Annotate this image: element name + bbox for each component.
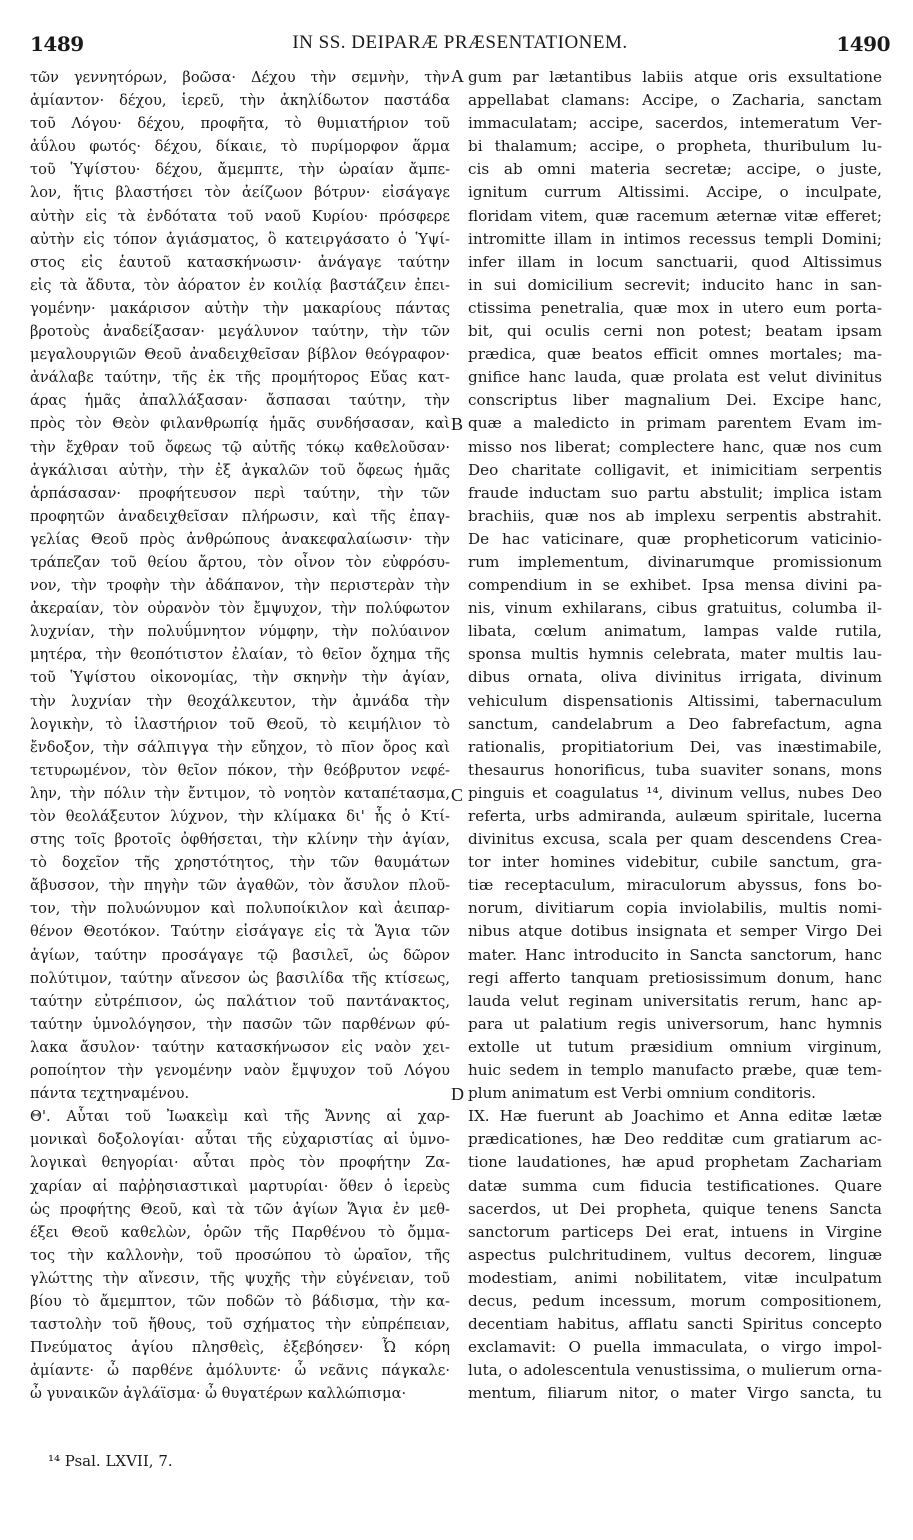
greek-text-line: γομένην· μακάρισον αὐτὴν τὴν μακαρίους πάντας bbox=[30, 299, 450, 317]
greek-text-line: μητέρα, τὴν θεοπότιστον ἐλαίαν, τὸ θεῖον ὄχημα τῆς bbox=[30, 646, 450, 664]
greek-text-line: τὸν θεολάξευτον λύχνον, τὴν κλίμακα δι' ἧς ὁ Κτί- bbox=[30, 808, 450, 825]
greek-text-line: βροτοὺς ἀναδείξασαν· μεγάλυνον ταύτην, τὴν τῶν bbox=[30, 323, 450, 341]
greek-text-line: ἀγκάλισαι αὐτὴν, τὴν ἐξ ἀγκαλῶν τοῦ ὄφεως ἡμᾶς bbox=[30, 461, 450, 479]
latin-text-line: modestiam, animi nobilitatem, vitæ inculpatum bbox=[468, 1268, 882, 1287]
greek-text-line: τοῦ Λόγου· δέχου, προφῆτα, τὸ θυμιατήριον τοῦ bbox=[30, 115, 450, 133]
latin-text-line: bi thalamum; accipe, o propheta, thuribulum lu- bbox=[468, 137, 882, 156]
latin-text-line: luta, o adolescentula venustissima, o mulierum orna- bbox=[468, 1361, 882, 1380]
latin-text-line: sanctum, candelabrum a Deo fabrefactum, agna bbox=[468, 714, 882, 733]
latin-text-line: gnifice hanc lauda, quæ prolata est velut divinitus bbox=[468, 368, 882, 387]
latin-text-line: referta, urbs admiranda, aulæum spiritale, lucerna bbox=[468, 807, 882, 825]
greek-text-line: γελίας Θεοῦ πρὸς ἀνθρώπους ἀνακεφαλαίωσιν· τὴν bbox=[30, 530, 450, 548]
greek-column bbox=[30, 66, 450, 1405]
latin-text-line: exclamavit: O puella immaculata, o virgo impol- bbox=[468, 1338, 882, 1357]
greek-text-line: ἔνδοξον, τὴν σάλπιγγα τὴν εὔηχον, τὸ πῖον ὄρος καὶ bbox=[30, 738, 450, 756]
greek-text-line: πρὸς τὸν Θεὸν φιλανθρωπίᾳ ἡμᾶς συνδήσασαν, καὶ bbox=[30, 415, 450, 433]
latin-text-line: nis, vinum exhilarans, cibus gratuitus, columba il- bbox=[468, 599, 882, 618]
page-number-right: 1490 bbox=[836, 32, 890, 56]
latin-text-line: extolle ut tutum præsidium omnium virginum, bbox=[468, 1037, 882, 1056]
running-title: IN SS. DEIPARÆ PRÆSENTATIONEM. bbox=[292, 32, 628, 53]
latin-text-line: prædica, quæ beatos efficit omnes mortales; ma- bbox=[468, 345, 882, 364]
greek-text-line: τος τὴν καλλονὴν, τοῦ προσώπου τὸ ὡραῖον, τῆς bbox=[30, 1246, 450, 1264]
latin-text-line: gum par lætantibus labiis atque oris exsultatione bbox=[468, 68, 882, 86]
greek-text-line: πολύτιμον, ταύτην αἴνεσον ὡς βασιλίδα τῆς κτίσεως, bbox=[30, 969, 450, 987]
latin-text-line: IX. Hæ fuerunt ab Joachimo et Anna editæ lætæ bbox=[468, 1107, 882, 1126]
latin-column bbox=[468, 66, 882, 1405]
greek-text-line: ἀκεραίαν, τὸν οὐρανὸν τὸν ἔμψυχον, τὴν πολύφωτον bbox=[30, 600, 450, 618]
section-marker-b: B bbox=[451, 414, 464, 434]
greek-text-line: τὴν λυχνίαν τὴν θεοχάλκευτον, τὴν ἀμνάδα τὴν bbox=[30, 692, 450, 710]
latin-text-line: intromitte illam in intimos recessus templi Domini; bbox=[468, 229, 882, 248]
latin-text-line: plum animatum est Verbi omnium conditoris. bbox=[468, 1084, 816, 1103]
greek-text-line: έξει Θεοῦ καθελὼν, ὁρῶν τῆς Παρθένου τὸ ὄμμα- bbox=[30, 1223, 450, 1241]
latin-text-line: brachiis, quæ nos ab implexu serpentis abstrahit. bbox=[468, 506, 882, 525]
running-header bbox=[30, 32, 890, 62]
greek-text-line: εἰς τὰ ἄδυτα, τὸν ἀόρατον ἐν κοιλίᾳ βαστάζειν ἐπει- bbox=[30, 276, 450, 294]
greek-text-line: χαρίαν αἱ παῤῥησιαστικαὶ μαρτυρίαι· ὅθεν ὁ ἱερεὺς bbox=[30, 1177, 450, 1195]
latin-text-line: appellabat clamans: Accipe, o Zacharia, sanctam bbox=[468, 91, 882, 110]
latin-text-line: decus, pedum incessum, morum compositionem, bbox=[468, 1291, 882, 1310]
latin-text-line: vehiculum dispensationis Altissimi, tabernaculum bbox=[468, 691, 882, 710]
page-number-left: 1489 bbox=[30, 32, 84, 56]
greek-text-line: προφητῶν ἀναδειχθεῖσαν πλήρωσιν, καὶ τῆς ἐπαγ- bbox=[30, 507, 450, 525]
latin-text-line: decentiam habitus, afflatu sancti Spiritus concepto bbox=[468, 1315, 882, 1334]
latin-text-line: conscriptus liber magnalium Dei. Excipe hanc, bbox=[468, 391, 882, 410]
greek-text-line: τῶν γεννητόρων, βοῶσα· Δέχου τὴν σεμνὴν, τὴν bbox=[30, 69, 450, 86]
latin-text-line: bit, qui oculis cerni non potest; beatam ipsam bbox=[468, 322, 882, 341]
latin-text-line: huic sedem in templo manufacto præbe, quæ tem- bbox=[468, 1061, 882, 1080]
latin-text-line: Deo charitate colligavit, et inimicitiam serpentis bbox=[468, 460, 882, 479]
latin-text-line: fraude inductam suo partu abstulit; implica istam bbox=[468, 483, 882, 502]
greek-text-line: ταστολὴν τοῦ ἤθους, τοῦ σχήματος τὴν εὐπρέπειαν, bbox=[30, 1316, 450, 1334]
greek-text-line: τον, τὴν πολυώνυμον καὶ πολυποίκιλον καὶ ἀειπαρ- bbox=[30, 900, 450, 918]
latin-text-line: dibus ornata, oliva divinitus irrigata, divinum bbox=[468, 668, 882, 687]
greek-text-line: μονικαὶ δοξολογίαι· αὗται τῆς εὐχαριστίας αἱ ὑμνο- bbox=[30, 1131, 450, 1149]
section-marker-a: A bbox=[451, 66, 464, 86]
latin-text-line: aspectus pulchritudinem, vultus decorem, linguæ bbox=[468, 1245, 882, 1264]
latin-text-line: tiæ receptaculum, miraculorum abyssus, fons bo- bbox=[468, 876, 882, 895]
greek-text-line: λογικαὶ θεηγορίαι· αὗται πρὸς τὸν προφήτην Ζα- bbox=[30, 1154, 450, 1172]
latin-text-line: mentum, filiarum nitor, o mater Virgo sancta, tu bbox=[468, 1384, 882, 1403]
greek-text-line: ἀΰλου φωτός· δέχου, δίκαιε, τὸ πυρίμορφον ἅρμα bbox=[30, 138, 450, 156]
section-marker-d: D bbox=[451, 1084, 464, 1104]
greek-text-line: λογικὴν, τὸ ἱλαστήριον τοῦ Θεοῦ, τὸ κειμήλιον τὸ bbox=[30, 715, 450, 733]
greek-text-line: λυχνίαν, τὴν πολυΰμνητον νύμφην, τὴν πολύαινον bbox=[30, 623, 450, 641]
greek-text-line: τετυρωμένον, τὸν θεῖον πόκον, τὴν θεόβρυτον νεφέ- bbox=[30, 761, 450, 779]
greek-text-line: ταύτην ὑμνολόγησον, τὴν πασῶν τῶν παρθένων φύ- bbox=[30, 1015, 450, 1033]
greek-text-line: άρας ἡμᾶς ἀπαλλάξασαν· ἄσπασαι ταύτην, τὴν bbox=[30, 392, 450, 410]
latin-text-line: ignitum currum Altissimi. Accipe, o inculpate, bbox=[468, 183, 882, 202]
latin-text-line: libata, cœlum animatum, lampas valde rutila, bbox=[468, 622, 882, 641]
greek-text-line: ἀμίαντε· ὦ παρθένε ἀμόλυντε· ὦ νεᾶνις πάγκαλε· bbox=[30, 1362, 450, 1380]
greek-text-line: ἁγίων, ταύτην προσάγαγε τῷ βασιλεῖ, ὡς δῶρον bbox=[30, 946, 450, 964]
latin-text-line: ctissima penetralia, quæ mox in utero eum porta- bbox=[468, 298, 882, 317]
latin-text-line: nibus atque dotibus insignata et semper Virgo Dei bbox=[468, 922, 882, 941]
greek-text-line: ὦ γυναικῶν ἀγλάϊσμα· ὦ θυγατέρων καλλώπισμα· bbox=[30, 1385, 407, 1403]
latin-text-line: norum, divitiarum copia inviolabilis, multis nomi- bbox=[468, 899, 882, 918]
greek-text-line: λον, ἥτις βλαστήσει τὸν ἀείζωον βότρυν· εἰσάγαγε bbox=[30, 184, 450, 202]
latin-text-line: in sui domicilium secrevit; inducito hanc in san- bbox=[468, 275, 882, 294]
greek-text-line: ὡς προφήτης Θεοῦ, καὶ τὰ τῶν ἁγίων Ἅγια ἐν μεθ- bbox=[30, 1200, 450, 1218]
latin-text-line: rationalis, propitiatorium Dei, vas inæstimabile, bbox=[468, 737, 882, 756]
latin-text-line: sponsa multis hymnis celebrata, mater multis lau- bbox=[468, 645, 882, 664]
latin-text-line: De hac vaticinare, quæ propheticorum vaticinio- bbox=[468, 529, 882, 548]
latin-text-line: misso nos liberat; complectere hanc, quæ nos cum bbox=[468, 437, 882, 456]
greek-text-line: ἀνάλαβε ταύτην, τῆς ἐκ τῆς προμήτορος Εὔας κατ- bbox=[30, 369, 450, 387]
greek-text-line: τὸ δοχεῖον τῆς χρηστότητος, τὴν τῶν θαυμάτων bbox=[30, 854, 450, 872]
greek-text-line: ἁρπάσασαν· προφήτευσον περὶ ταύτην, τὴν τῶν bbox=[30, 484, 450, 502]
greek-text-line: τοῦ Ὑψίστου· δέχου, ἄμεμπτε, τὴν ὡραίαν ἄμπε- bbox=[30, 161, 450, 179]
greek-text-line: τὴν ἔχθραν τοῦ ὄφεως τῷ αὐτῆς τόκῳ καθελοῦσαν· bbox=[30, 438, 450, 456]
latin-text-line: infer illam in locum sanctuarii, quod Altissimus bbox=[468, 252, 882, 271]
latin-text-line: quæ a maledicto in primam parentem Evam im- bbox=[468, 414, 882, 433]
latin-text-line: para ut palatium regis universorum, hanc hymnis bbox=[468, 1014, 882, 1033]
latin-text-line: rum implementum, divinarumque promissionum bbox=[468, 552, 882, 571]
latin-text-line: pinguis et coagulatus ¹⁴, divinum vellus, nubes Deo bbox=[468, 783, 882, 802]
latin-text-line: regi afferto tanquam pretiosissimum donum, hanc bbox=[468, 968, 882, 987]
footnote: ¹⁴ Psal. LXVII, 7. bbox=[48, 1452, 173, 1470]
greek-text-line: πάντα τεχτηναμένου. bbox=[30, 1085, 190, 1103]
latin-text-line: prædicationes, hæ Deo redditæ cum gratiarum ac- bbox=[468, 1130, 882, 1149]
latin-text-line: lauda velut reginam universitatis rerum, hanc ap- bbox=[468, 991, 882, 1010]
latin-text-line: tor inter homines videbitur, cubile sanctum, gra- bbox=[468, 853, 882, 872]
latin-text-line: tione laudationes, hæ apud prophetam Zachariam bbox=[468, 1153, 882, 1172]
latin-text-line: sanctorum particeps Dei erat, intuens in Virgine bbox=[468, 1222, 882, 1241]
greek-text-line: βίου τὸ ἄμεμπτον, τῶν ποδῶν τὸ βάδισμα, τὴν κα- bbox=[30, 1292, 450, 1310]
greek-text-line: γλώττης τὴν αἴνεσιν, τῆς ψυχῆς τὴν εὐγένειαν, τοῦ bbox=[30, 1269, 450, 1287]
latin-text-line: cis ab omni materia secretæ; accipe, o juste, bbox=[468, 160, 882, 179]
greek-text-line: αὐτὴν εἰς τόπον ἁγιάσματος, ὃ κατειργάσατο ὁ Ὑψί- bbox=[30, 230, 450, 248]
greek-text-line: στης τοῖς βροτοῖς ὀφθήσεται, τὴν κλίνην τὴν ἁγίαν, bbox=[30, 831, 450, 849]
latin-text-line: floridam vitem, quæ racemum æternæ vitæ efferet; bbox=[468, 206, 882, 225]
latin-text-line: datæ summa cum fiducia testificationes. Quare bbox=[468, 1176, 882, 1195]
greek-text-line: νον, τὴν τροφὴν τὴν ἀδάπανον, τὴν περιστερὰν τὴν bbox=[30, 577, 450, 595]
latin-text-line: thesaurus honorificus, tuba suaviter sonans, mons bbox=[468, 760, 882, 779]
greek-text-line: λην, τὴν πόλιν τὴν ἔντιμον, τὸ νοητὸν καταπέτασμα, bbox=[30, 784, 450, 802]
latin-text-line: sacerdos, ut Dei propheta, quique tenens Sancta bbox=[468, 1199, 882, 1218]
section-marker-c: C bbox=[451, 785, 464, 805]
greek-text-line: Θ'. Αὗται τοῦ Ἰωακεὶμ καὶ τῆς Ἄννης αἱ χαρ- bbox=[30, 1108, 450, 1126]
greek-text-line: ροποίητον τὴν γενομένην ναὸν ἔμψυχον τοῦ Λόγου bbox=[30, 1062, 450, 1080]
greek-text-line: λακα ἄσυλον· ταύτην κατασκήνωσον εἰς ναὸν χει- bbox=[30, 1038, 450, 1056]
greek-text-line: τράπεζαν τοῦ θείου ἄρτου, τὸν οἶνον τὸν εὐφρόσυ- bbox=[30, 553, 450, 571]
greek-text-line: τοῦ Ὑψίστου οἰκονομίας, τὴν σκηνὴν τὴν ἁγίαν, bbox=[30, 669, 450, 687]
greek-text-line: Πνεύματος ἁγίου πλησθεὶς, ἐξεβόησεν· Ὦ κόρη bbox=[30, 1339, 450, 1357]
greek-text-line: θένον Θεοτόκον. Ταύτην εἰσάγαγε εἰς τὰ Ἅγια τῶν bbox=[30, 923, 450, 941]
greek-text-line: αὐτὴν εἰς τὰ ἐνδότατα τοῦ ναοῦ Κυρίου· πρόσφερε bbox=[30, 207, 450, 225]
greek-text-line: ἀμίαντον· δέχου, ἱερεῦ, τὴν ἀκηλίδωτον παστάδα bbox=[30, 92, 450, 110]
latin-text-line: compendium in se exhibet. Ipsa mensa divini pa- bbox=[468, 576, 882, 595]
latin-text-line: mater. Hanc introducito in Sancta sanctorum, hanc bbox=[468, 945, 882, 964]
latin-text-line: divinitus excusa, scala per quam descendens Crea- bbox=[468, 830, 882, 849]
greek-text-line: στος εἰς ἑαυτοῦ κατασκήνωσιν· ἀνάγαγε ταύτην bbox=[30, 253, 450, 271]
latin-text-line: immaculatam; accipe, sacerdos, intemeratum Ver- bbox=[468, 114, 882, 133]
greek-text-line: μεγαλουργιῶν Θεοῦ ἀναδειχθεῖσαν βίβλον θεόγραφον· bbox=[30, 346, 450, 364]
greek-text-line: ταύτην εὐτρέπισον, ὡς παλάτιον τοῦ παντάνακτος, bbox=[30, 992, 450, 1010]
greek-text-line: ἄβυσσον, τὴν πηγὴν τῶν ἀγαθῶν, τὸν ἄσυλον πλοῦ- bbox=[30, 877, 450, 895]
